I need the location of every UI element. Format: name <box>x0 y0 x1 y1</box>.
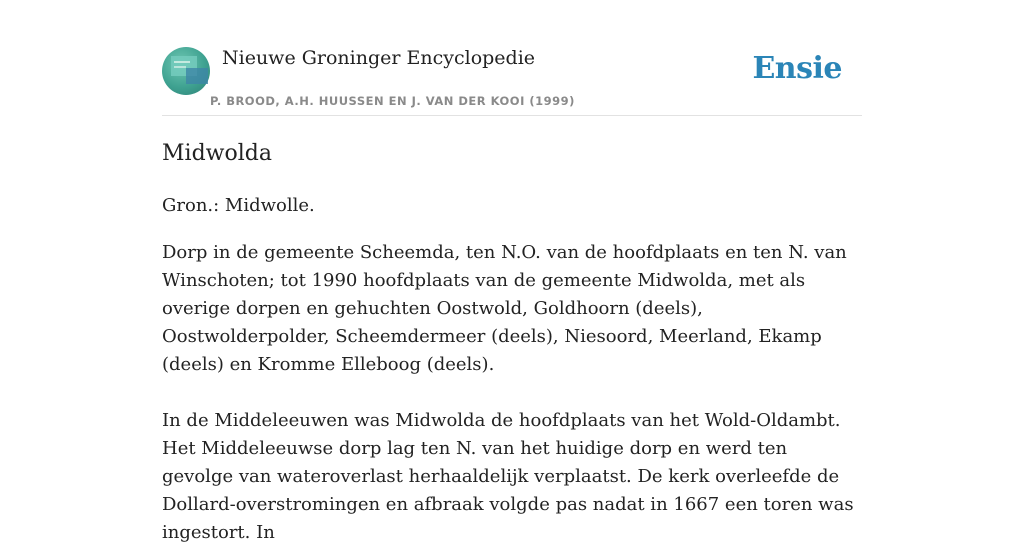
entry-title: Midwolda <box>162 141 272 166</box>
publication-header <box>162 0 862 116</box>
publication-authors: P. BROOD, A.H. HUUSSEN EN J. VAN DER KOOI (1999) <box>210 94 575 108</box>
entry-paragraph: In de Middeleeuwen was Midwolda de hoofdplaats van het Wold-Oldambt. Het Middeleeuwse dorp lag ten N. van het huidige dorp en werd ten gevolge van wateroverlast herhaaldelijk verplaatst. De kerk overleefde de Dollard-overstromingen en afbraak volgde pas nadat in 1667 een toren was ingestort. In <box>162 410 854 543</box>
entry-paragraph: Dorp in de gemeente Scheemda, ten N.O. van de hoofdplaats en ten N. van Winschoten; tot 1990 hoofdplaats van de gemeente Midwolda, met als overige dorpen en gehuchten Oostwold, Goldhoorn (deels), Oostwolderpolder, Scheemdermeer (deels), Niesoord, Meerland, Ekamp (deels) en Kromme Elleboog (deels). <box>162 242 847 375</box>
entry-dialect-name: Gron.: Midwolle. <box>162 195 315 216</box>
ensie-logo[interactable]: Ensie <box>752 51 842 86</box>
book-cover-thumbnail-icon[interactable] <box>162 47 210 95</box>
publication-title[interactable]: Nieuwe Groninger Encyclopedie <box>222 47 536 69</box>
page-container <box>162 0 862 543</box>
